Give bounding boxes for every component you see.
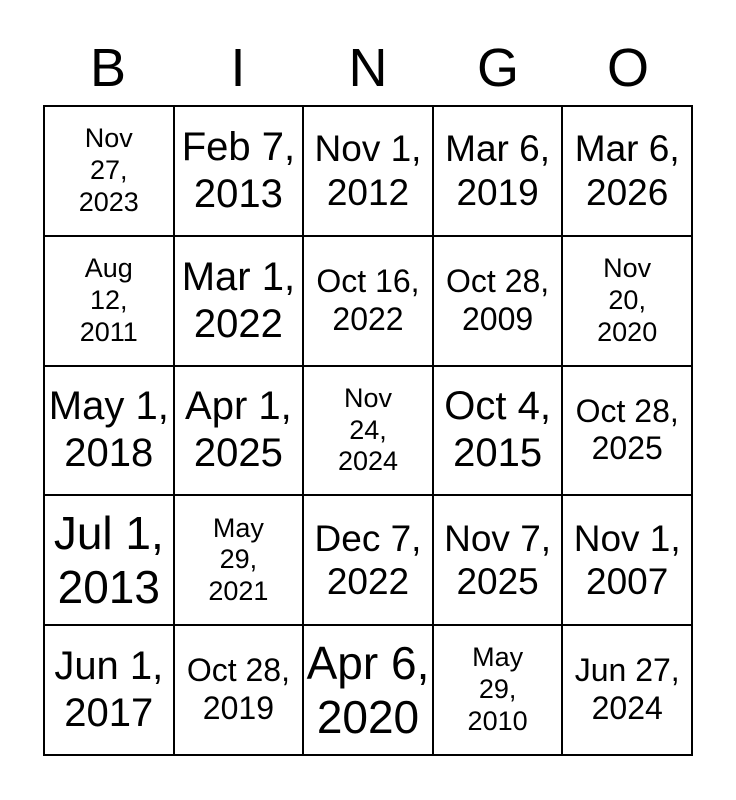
cell-line: May 1, [48,384,169,429]
bingo-cell[interactable] [563,496,691,624]
bingo-cell[interactable] [175,367,303,495]
cell-line: 2019 [202,690,274,727]
cell-line: Apr 1, [185,384,292,429]
bingo-cell[interactable] [175,237,303,365]
bingo-cell[interactable] [45,367,173,495]
cell-line: 2013 [57,561,160,614]
bingo-cell[interactable] [175,496,303,624]
cell-line: 2021 [208,576,269,607]
bingo-cell[interactable] [563,367,691,495]
cell-line: 2020 [316,691,420,744]
cell-line: 2025 [591,430,663,467]
bingo-letter-n: N [348,38,388,98]
bingo-cell[interactable] [45,237,173,365]
cell-line: 2023 [78,186,139,217]
bingo-cell[interactable] [563,107,691,235]
bingo-letter-g: G [476,38,519,98]
cell-line: 27, [90,154,128,185]
cell-line: Oct 16, [316,262,420,299]
cell-line: Mar 1, [181,254,296,299]
cell-line: Feb 7, [181,124,296,169]
bingo-letter-o: O [606,38,649,98]
bingo-card [43,0,693,756]
cell-line: 2011 [79,316,138,347]
cell-line: 2018 [64,431,154,476]
cell-line: Nov 7, [444,517,552,559]
bingo-cell[interactable] [175,626,303,754]
bingo-cell[interactable] [304,367,432,495]
cell-line: Mar 6, [445,128,551,170]
cell-line: Jun 27, [574,652,680,689]
cell-line: 12, [90,284,128,315]
cell-line: Apr 6, [306,636,430,689]
cell-line: Nov [343,382,392,413]
cell-line: Oct 28, [446,262,550,299]
bingo-cell[interactable] [434,367,562,495]
bingo-cell[interactable] [45,626,173,754]
cell-line: May [472,642,524,673]
bingo-cell[interactable] [434,237,562,365]
bingo-cell[interactable] [304,496,432,624]
bingo-cell[interactable] [304,107,432,235]
bingo-letter-b: B [89,38,127,98]
bingo-cell[interactable] [45,496,173,624]
cell-line: 2012 [326,171,410,213]
cell-line: 2013 [193,171,283,216]
cell-line: Jun 1, [54,643,164,688]
bingo-header [43,0,693,105]
bingo-cell[interactable] [45,107,173,235]
cell-line: 2009 [462,300,534,337]
bingo-cell[interactable] [434,107,562,235]
bingo-cell[interactable] [563,237,691,365]
cell-line: 2019 [456,171,539,213]
cell-line: Dec 7, [314,517,422,559]
cell-line: 2020 [597,316,658,347]
bingo-cell[interactable] [563,626,691,754]
cell-line: 2022 [332,300,404,337]
cell-line: 2015 [453,431,543,476]
cell-line: Oct 28, [186,652,290,689]
cell-line: 2024 [591,690,663,727]
cell-line: 24, [349,414,387,445]
cell-line: 2026 [586,171,669,213]
cell-line: Oct 28, [575,392,679,429]
bingo-cell[interactable] [434,496,562,624]
cell-line: 2025 [193,431,283,476]
cell-line: 2007 [586,561,669,603]
cell-line: 2010 [467,706,528,737]
cell-line: Nov [603,252,652,283]
cell-line: 2024 [337,446,399,477]
cell-line: Nov 1, [314,128,422,170]
cell-line: 29, [219,544,258,575]
cell-line: Mar 6, [574,128,680,170]
bingo-cell[interactable] [304,237,432,365]
cell-line: 2022 [326,561,410,603]
cell-line: 2025 [456,561,539,603]
bingo-letter-i: I [230,38,246,98]
cell-line: 20, [608,284,646,315]
cell-line: 29, [478,674,517,705]
cell-line: Nov [84,123,133,154]
bingo-cell[interactable] [304,626,432,754]
cell-line: 2017 [64,691,154,736]
bingo-cell[interactable] [175,107,303,235]
cell-line: Aug [84,252,133,283]
cell-line: 2022 [193,301,283,346]
cell-line: May [212,512,264,543]
cell-line: Nov 1, [573,517,681,559]
cell-line: Jul 1, [53,507,164,560]
cell-line: Oct 4, [444,384,551,429]
bingo-grid [43,105,693,756]
bingo-cell[interactable] [434,626,562,754]
